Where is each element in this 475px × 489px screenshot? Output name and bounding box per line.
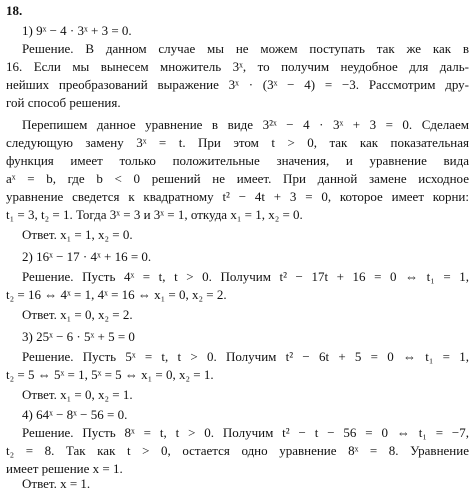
answer-2: Ответ. x₁ = 0, x₂ = 2. [22, 307, 133, 322]
solution-1-line-9: уравнение сведется к квадратному t² − 4t + 3 = 0, которое имеет корни: [6, 189, 469, 204]
solution-3-line-1: Решение. Пусть 5ˣ = t, t > 0. Получим t² − 6t + 5 = 0 ⇔ t₁ = 1, [22, 349, 469, 364]
solution-1-line-6: следующую замену 3ˣ = t. При этом t > 0, так как показательная [6, 135, 469, 150]
solution-3-line-2: t₂ = 5 ⇔ 5ˣ = 1, 5ˣ = 5 ⇔ x₁ = 0, x₂ = 1. [6, 367, 214, 382]
solution-2-line-1: Решение. Пусть 4ˣ = t, t > 0. Получим t² − 17t + 16 = 0 ⇔ t₁ = 1, [22, 269, 469, 284]
task-3: 3) 25ˣ − 6 · 5ˣ + 5 = 0 [22, 329, 135, 344]
task-1: 1) 9ˣ − 4 · 3ˣ + 3 = 0. [22, 23, 132, 38]
answer-3: Ответ. x₁ = 0, x₂ = 1. [22, 387, 133, 402]
solution-1-line-8: aˣ = b, где b < 0 решений не имеет. При данной замене исходное [6, 171, 469, 186]
answer-4: Ответ. x = 1. [22, 478, 91, 489]
solution-4-line-2: t₂ = 8. Так как t > 0, остается одно уравнение 8ˣ = 8. Уравнение [6, 443, 469, 458]
solution-1-line-2: 16. Если мы вынесем множитель 3ˣ, то получим неудобное для даль- [6, 59, 469, 74]
task-2: 2) 16ˣ − 17 · 4ˣ + 16 = 0. [22, 249, 152, 264]
solution-2-line-2: t₂ = 16 ⇔ 4ˣ = 1, 4ˣ = 16 ⇔ x₁ = 0, x₂ = 2. [6, 287, 227, 302]
problem-number: 18. [6, 3, 23, 18]
task-4: 4) 64ˣ − 8ˣ − 56 = 0. [22, 407, 128, 422]
solution-1-line-1: Решение. В данном случае мы не можем поступать так же как в [22, 41, 469, 56]
solution-1-line-10: t₁ = 3, t₂ = 1. Тогда 3ˣ = 3 и 3ˣ = 1, откуда x₁ = 1, x₂ = 0. [6, 207, 303, 222]
solution-4-line-3: имеет решение x = 1. [6, 461, 123, 476]
answer-1: Ответ. x₁ = 1, x₂ = 0. [22, 227, 133, 242]
solution-4-line-1: Решение. Пусть 8ˣ = t, t > 0. Получим t² − t − 56 = 0 ⇔ t₁ = −7, [22, 425, 469, 440]
solution-1-line-7: функция имеет только положительные значения, и уравнение вида [6, 153, 469, 168]
solution-1-line-3: нейших преобразований выражение 3ˣ · (3ˣ − 4) = −3. Рассмотрим дру- [6, 77, 469, 92]
solution-1-line-4: гой способ решения. [6, 95, 121, 110]
solution-1-line-5: Перепишем данное уравнение в виде 3²ˣ − 4 · 3ˣ + 3 = 0. Сделаем [22, 117, 469, 132]
